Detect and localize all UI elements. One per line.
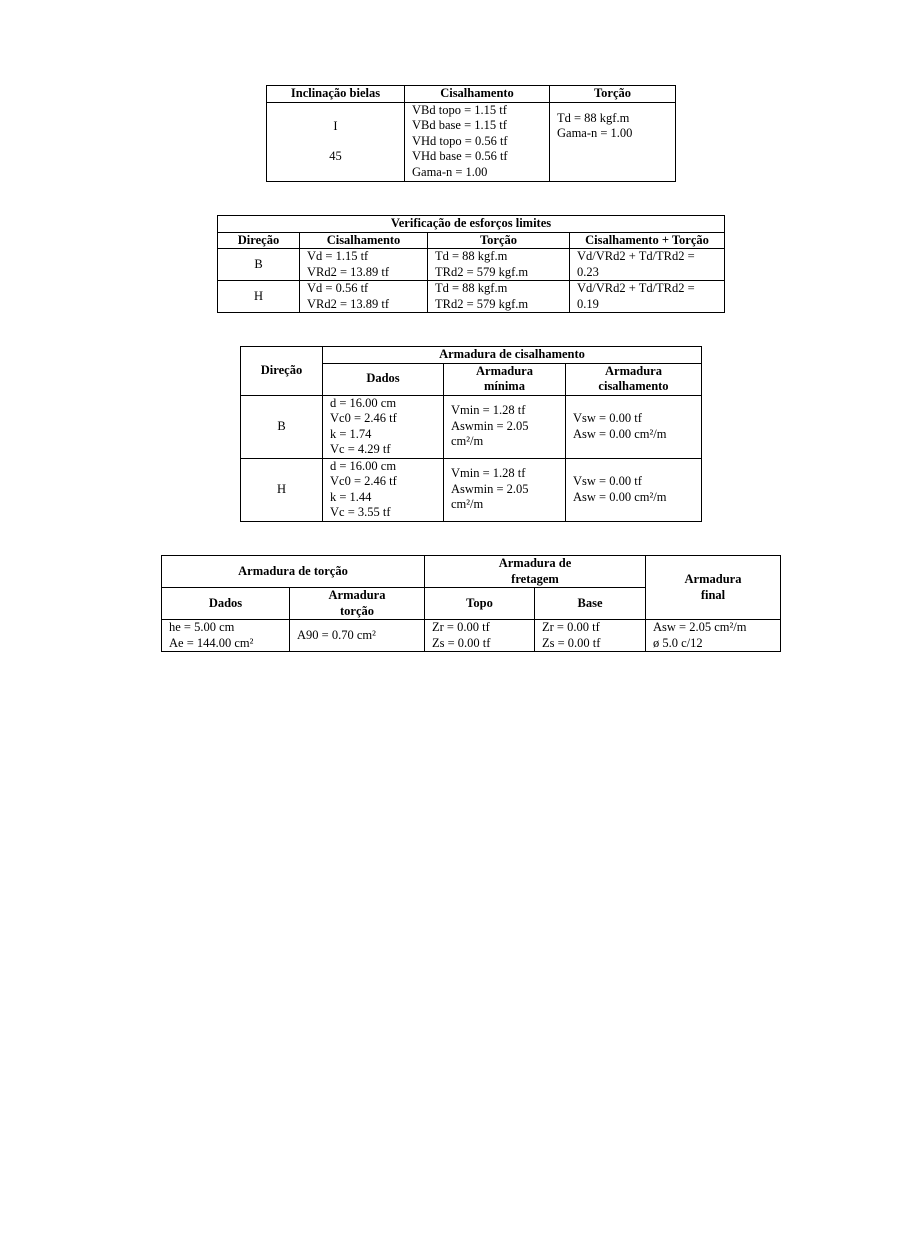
cis-line: VBd topo = 1.15 tf xyxy=(412,102,507,117)
topo-cell xyxy=(425,620,535,652)
minima-line: cm²/m xyxy=(451,497,484,512)
comb-line: 0.19 xyxy=(577,296,599,311)
minima-cell xyxy=(444,395,566,458)
header-dados: Dados xyxy=(162,588,290,620)
minima-line: Vmin = 1.28 tf xyxy=(451,466,526,481)
minima-line: Aswmin = 2.05 xyxy=(451,418,529,433)
tor-cell xyxy=(428,281,570,313)
dados-cell xyxy=(162,620,290,652)
cis-cell xyxy=(300,281,428,313)
tor-line: TRd2 = 579 kgf.m xyxy=(435,264,529,279)
tor-line: Gama-n = 1.00 xyxy=(557,126,633,140)
cis-line: Vd = 1.15 tf xyxy=(307,249,369,263)
direcao-cell: B xyxy=(241,395,323,458)
verificacao-title: Verificação de esforços limites xyxy=(218,216,725,233)
tor-cell xyxy=(428,249,570,281)
cis-cell xyxy=(566,395,702,458)
header-torcao: Torção xyxy=(428,232,570,249)
verificacao-table xyxy=(217,215,725,313)
dados-line: he = 5.00 cm xyxy=(169,620,235,634)
armadura-final-title: Armadura final xyxy=(646,556,781,620)
comb-line: 0.23 xyxy=(577,264,599,279)
header-direcao: Direção xyxy=(218,232,300,249)
dados-line: Vc0 = 2.46 tf xyxy=(330,474,397,488)
comb-line: Vd/VRd2 + Td/TRd2 = xyxy=(577,249,695,263)
header-armadura-torcao: Armadura torção xyxy=(290,588,425,620)
comb-cell xyxy=(570,249,725,281)
cis-line: Gama-n = 1.00 xyxy=(412,164,488,179)
header-inclinacao: Inclinação bielas xyxy=(267,86,405,103)
table-row xyxy=(218,249,725,281)
dados-line: Vc0 = 2.46 tf xyxy=(330,411,397,425)
header-torcao: Torção xyxy=(550,86,676,103)
tor-line: Td = 88 kgf.m xyxy=(435,249,508,263)
dados-line: d = 16.00 cm xyxy=(330,395,397,410)
direcao-cell: H xyxy=(218,281,300,313)
header-topo: Topo xyxy=(425,588,535,620)
inclinacao-cell xyxy=(267,102,405,181)
cis-cell xyxy=(300,249,428,281)
armadura-fretagem-title: Armadura de fretagem xyxy=(425,556,646,588)
table-row xyxy=(218,281,725,313)
header-cisalhamento: Cisalhamento xyxy=(300,232,428,249)
table-row xyxy=(241,458,702,521)
tor-line: Td = 88 kgf.m xyxy=(557,110,630,125)
tor-line: TRd2 = 579 kgf.m xyxy=(435,296,529,311)
cis-line: Asw = 0.00 cm²/m xyxy=(573,489,667,504)
header-dados: Dados xyxy=(323,363,444,395)
cis-line: VHd base = 0.56 tf xyxy=(412,149,508,164)
comb-line: Vd/VRd2 + Td/TRd2 = xyxy=(577,281,695,295)
direcao-cell: B xyxy=(218,249,300,281)
dados-line: Vc = 3.55 tf xyxy=(330,505,391,519)
armadura-cisalhamento-table xyxy=(240,346,702,522)
header-minima: Armadura mínima xyxy=(444,363,566,395)
final-line: ø 5.0 c/12 xyxy=(653,635,703,650)
header-cisalhamento: Armadura cisalhamento xyxy=(566,363,702,395)
minima-line: cm²/m xyxy=(451,434,484,449)
minima-line: Aswmin = 2.05 xyxy=(451,481,529,496)
cis-cell xyxy=(566,458,702,521)
table-row xyxy=(162,620,781,652)
dados-cell xyxy=(323,395,444,458)
dados-line: k = 1.44 xyxy=(330,489,372,504)
dados-line: Vc = 4.29 tf xyxy=(330,442,391,456)
table-row xyxy=(241,395,702,458)
cis-line: Vd = 0.56 tf xyxy=(307,281,369,295)
cis-line: VRd2 = 13.89 tf xyxy=(307,296,390,311)
topo-line: Zs = 0.00 tf xyxy=(432,635,491,650)
torcao-cell xyxy=(550,102,676,181)
inclinacao-value: 45 xyxy=(329,149,342,163)
base-line: Zs = 0.00 tf xyxy=(542,635,601,650)
cis-line: Asw = 0.00 cm²/m xyxy=(573,426,667,441)
cis-line: VHd topo = 0.56 tf xyxy=(412,133,508,148)
inclinacao-table xyxy=(266,85,676,182)
dados-cell xyxy=(323,458,444,521)
header-base: Base xyxy=(535,588,646,620)
cis-line: Vsw = 0.00 tf xyxy=(573,411,642,425)
torcao-cell: A90 = 0.70 cm² xyxy=(290,620,425,652)
topo-line: Zr = 0.00 tf xyxy=(432,620,490,634)
base-cell xyxy=(535,620,646,652)
cis-line: VRd2 = 13.89 tf xyxy=(307,264,390,279)
final-line: Asw = 2.05 cm²/m xyxy=(653,620,747,634)
cisalhamento-cell xyxy=(405,102,550,181)
direcao-cell: H xyxy=(241,458,323,521)
dados-line: d = 16.00 cm xyxy=(330,458,397,473)
comb-cell xyxy=(570,281,725,313)
tor-line: Td = 88 kgf.m xyxy=(435,281,508,295)
base-line: Zr = 0.00 tf xyxy=(542,620,600,634)
header-direcao: Direção xyxy=(241,347,323,396)
armadura-torcao-table xyxy=(161,555,781,652)
inclinacao-value: I xyxy=(333,118,338,133)
cis-line: VBd base = 1.15 tf xyxy=(412,118,507,133)
header-cisalhamento: Cisalhamento xyxy=(405,86,550,103)
dados-line: Ae = 144.00 cm² xyxy=(169,635,254,650)
minima-cell xyxy=(444,458,566,521)
final-cell xyxy=(646,620,781,652)
dados-line: k = 1.74 xyxy=(330,426,372,441)
armadura-torcao-title: Armadura de torção xyxy=(162,556,425,588)
minima-line: Vmin = 1.28 tf xyxy=(451,403,526,418)
cis-line: Vsw = 0.00 tf xyxy=(573,474,642,488)
header-combinado: Cisalhamento + Torção xyxy=(570,232,725,249)
armadura-cisalhamento-title: Armadura de cisalhamento xyxy=(323,347,702,364)
